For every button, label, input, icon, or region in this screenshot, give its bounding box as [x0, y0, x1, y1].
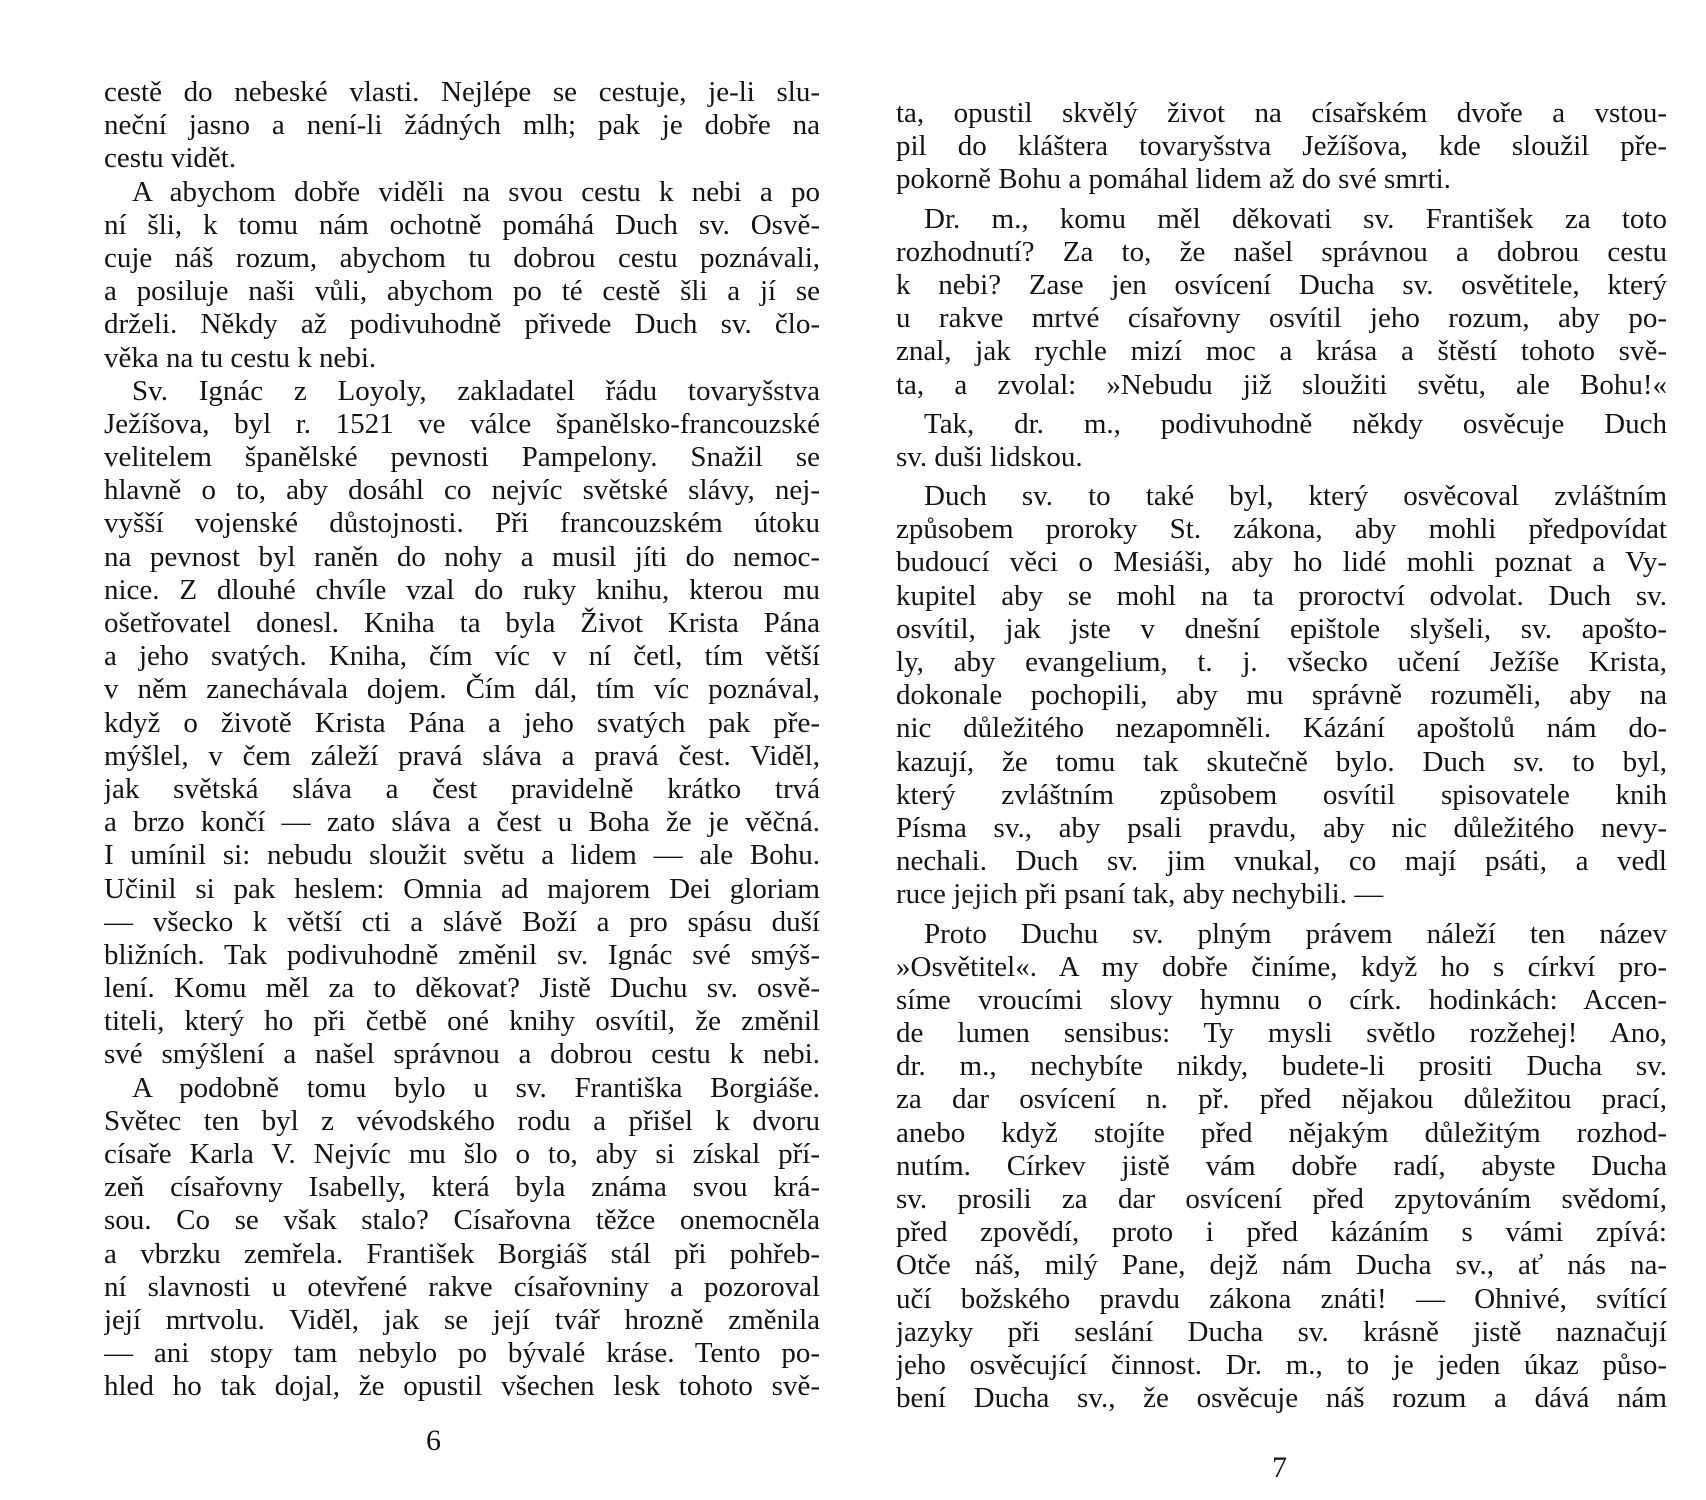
text-line: osvítil, jak jste v dnešní epištole slyšeli, sv. apošto- — [896, 612, 1667, 645]
text-line: v něm zanechávala dojem. Čím dál, tím víc poznával, — [104, 673, 820, 706]
page-number-right: 7 — [1272, 1451, 1287, 1484]
text-line: Otče náš, milý Pane, dejž nám Ducha sv., ať nás na- — [896, 1249, 1667, 1282]
text-line: sv. duši lidskou. — [896, 440, 1083, 473]
text-line: A podobně tomu bylo u sv. Františka Borgiáše. — [132, 1071, 820, 1104]
text-line: a posiluje naši vůli, abychom po té cestě šli a jí se — [104, 275, 820, 308]
paragraph — [896, 408, 1667, 474]
text-line: ly, aby evangelium, t. j. všecko učení Ježíše Krista, — [896, 646, 1667, 678]
text-line: a vbrzku zemřela. František Borgiáš stál při pohřeb- — [104, 1237, 820, 1270]
text-line: velitelem španělské pevnosti Pampelony. Snažil se — [104, 441, 820, 474]
text-line: své smýšlení a našel správnou a dobrou cestu k nebi. — [104, 1038, 820, 1071]
text-line: císaře Karla V. Nejvíc mu šlo o to, aby si získal pří- — [104, 1138, 820, 1170]
paragraph — [104, 176, 820, 375]
text-line: Tak, dr. m., podivuhodně někdy osvěcuje Duch — [924, 407, 1667, 440]
text-line: k nebi? Zase jen osvícení Ducha sv. osvětitele, který — [896, 268, 1667, 301]
text-line: nutím. Církev jistě vám dobře radí, abyste Ducha — [896, 1149, 1667, 1182]
text-line: za dar osvícení n. př. před nějakou důležitou prací, — [896, 1083, 1667, 1116]
text-line: bení Ducha sv., že osvěcuje náš rozum a dává nám — [896, 1382, 1667, 1415]
text-line: cestu vidět. — [104, 142, 237, 175]
text-line: Písma sv., aby psali pravdu, aby nic důležitého nevy- — [896, 811, 1667, 844]
text-line: sv. prosili za dar osvícení před zpytováním svědomí, — [896, 1183, 1667, 1215]
text-line: na pevnost byl raněn do nohy a musil jíti do nemoc- — [104, 540, 820, 573]
text-line: hled ho tak dojal, že opustil všechen lesk tohoto svě- — [104, 1370, 820, 1403]
text-line: mýšlel, v čem záleží pravá sláva a pravá čest. Viděl, — [104, 739, 820, 772]
text-line: cestě do nebeské vlasti. Nejlépe se cestuje, je-li slu- — [104, 76, 820, 108]
text-line: před zpovědí, proto i před kázáním s vámi zpívá: — [896, 1216, 1667, 1249]
paragraph — [896, 97, 1667, 197]
text-line: nic důležitého nezapomněli. Kázání apoštolů nám do- — [896, 712, 1667, 745]
text-line: cuje náš rozum, abychom tu dobrou cestu poznávali, — [104, 241, 820, 274]
text-line: anebo když stojíte před nějakým důležitým rozhod- — [896, 1116, 1667, 1149]
text-line: Dr. m., komu měl děkovati sv. František za toto — [924, 202, 1667, 235]
text-line: ta, a zvolal: »Nebudu již sloužiti světu, ale Bohu!« — [896, 368, 1667, 401]
text-line: věka na tu cestu k nebi. — [104, 341, 377, 374]
text-line: síme vroucími slovy hymnu o círk. hodinkách: Accen- — [896, 983, 1667, 1016]
text-line: titeli, který ho při četbě oné knihy osvítil, že změnil — [104, 1005, 820, 1038]
text-line: lení. Komu měl za to děkovat? Jistě Duchu sv. osvě- — [104, 972, 820, 1005]
text-line: de lumen sensibus: Ty mysli světlo rozžehej! Ano, — [896, 1017, 1667, 1050]
right-page-text — [896, 97, 1667, 1415]
text-line: rozhodnutí? Za to, že našel správnou a dobrou cestu — [896, 235, 1667, 268]
text-line: jazyky při seslání Ducha sv. krásně jistě naznačují — [896, 1315, 1667, 1348]
text-line: dr. m., nechybíte nikdy, budete-li prositi Ducha sv. — [896, 1050, 1667, 1083]
text-line: kazují, že tomu tak skutečně bylo. Duch sv. to byl, — [896, 745, 1667, 778]
paragraph — [896, 918, 1667, 1416]
text-line: u rakve mrtvé císařovny osvítil jeho rozum, aby po- — [896, 302, 1667, 335]
text-line: ní slavnosti u otevřené rakve císařovniny a pozoroval — [104, 1270, 820, 1303]
text-line: neční jasno a není-li žádných mlh; pak je dobře na — [104, 109, 820, 142]
text-line: pokorně Bohu a pomáhal lidem až do své smrti. — [896, 163, 1451, 196]
text-line: a brzo končí — zato sláva a čest u Boha že je věčná. — [104, 806, 820, 839]
text-line: Duch sv. to také byl, který osvěcoval zvláštním — [924, 480, 1667, 513]
text-line: drželi. Někdy až podivuhodně přivede Duch sv. člo- — [104, 308, 820, 341]
paragraph — [896, 203, 1667, 402]
text-line: dokonale pochopili, aby mu správně rozuměli, aby na — [896, 679, 1667, 712]
text-line: zeň císařovny Isabelly, která byla známa svou krá- — [104, 1171, 820, 1204]
text-line: ošetřovatel donesl. Kniha ta byla Život Krista Pána — [104, 607, 820, 639]
text-line: Ježíšova, byl r. 1521 ve válce španělsko-francouzské — [104, 407, 820, 440]
paragraph — [896, 480, 1667, 911]
text-line: I umínil si: nebudu sloužit světu a lidem — ale Bohu. — [104, 839, 820, 872]
text-line: Sv. Ignác z Loyoly, zakladatel řádu tovaryšstva — [132, 374, 820, 407]
text-line: učí božského pravdu zákona znáti! — Ohnivé, svítící — [896, 1282, 1667, 1315]
left-page-text — [104, 76, 820, 1404]
text-line: — ani stopy tam nebylo po bývalé kráse. Tento po- — [104, 1337, 820, 1370]
text-line: sou. Co se však stalo? Císařovna těžce onemocněla — [104, 1204, 820, 1237]
text-line: budoucí věci o Mesiáši, aby ho lidé mohli poznat a Vy- — [896, 546, 1667, 579]
text-line: Proto Duchu sv. plným právem náleží ten název — [924, 917, 1667, 950]
text-line: a jeho svatých. Kniha, čím víc v ní četl, tím větší — [104, 640, 820, 673]
text-line: nice. Z dlouhé chvíle vzal do ruky knihu, kterou mu — [104, 573, 820, 606]
text-line: Světec ten byl z vévodského rodu a přišel k dvoru — [104, 1104, 820, 1137]
text-line: vyšší vojenské důstojnosti. Při francouzském útoku — [104, 507, 820, 540]
text-line: kupitel aby se mohl na ta proroctví odvolat. Duch sv. — [896, 579, 1667, 612]
text-line: A abychom dobře viděli na svou cestu k nebi a po — [132, 175, 820, 208]
text-line: »Osvětitel«. A my dobře činíme, když ho s církví pro- — [896, 950, 1667, 983]
text-line: když o životě Krista Pána a jeho svatých pak pře- — [104, 706, 820, 739]
text-line: pil do kláštera tovaryšstva Ježíšova, kde sloužil pře- — [896, 130, 1667, 163]
text-line: Učinil si pak heslem: Omnia ad majorem Dei gloriam — [104, 872, 820, 905]
text-line: — všecko k větší cti a slávě Boží a pro spásu duší — [104, 905, 820, 938]
paragraph — [104, 76, 820, 176]
text-line: ruce jejich při psaní tak, aby nechybili. — — [896, 878, 1384, 911]
paragraph — [104, 1072, 820, 1404]
text-line: hlavně o to, aby dosáhl co nejvíc světské slávy, nej- — [104, 474, 820, 507]
text-line: jak světská sláva a čest pravidelně krátko trvá — [104, 772, 820, 805]
text-line: nechali. Duch sv. jim vnukal, co mají psáti, a vedl — [896, 845, 1667, 878]
text-line: který zvláštním způsobem osvítil spisovatele knih — [896, 778, 1667, 811]
text-line: jeho osvěcující činnost. Dr. m., to je jeden úkaz půso- — [896, 1348, 1667, 1381]
text-line: znal, jak rychle mizí moc a krása a štěstí tohoto svě- — [896, 335, 1667, 368]
text-line: ta, opustil skvělý život na císařském dvoře a vstou- — [896, 97, 1667, 129]
text-line: ní šli, k tomu nám ochotně pomáhá Duch sv. Osvě- — [104, 208, 820, 241]
text-line: způsobem proroky St. zákona, aby mohli předpovídat — [896, 513, 1667, 546]
text-line: bližních. Tak podivuhodně změnil sv. Ignác své smýš- — [104, 938, 820, 971]
text-line: její mrtvolu. Viděl, jak se její tvář hrozně změnila — [104, 1303, 820, 1336]
page-number-left: 6 — [426, 1424, 441, 1457]
paragraph — [104, 375, 820, 1072]
